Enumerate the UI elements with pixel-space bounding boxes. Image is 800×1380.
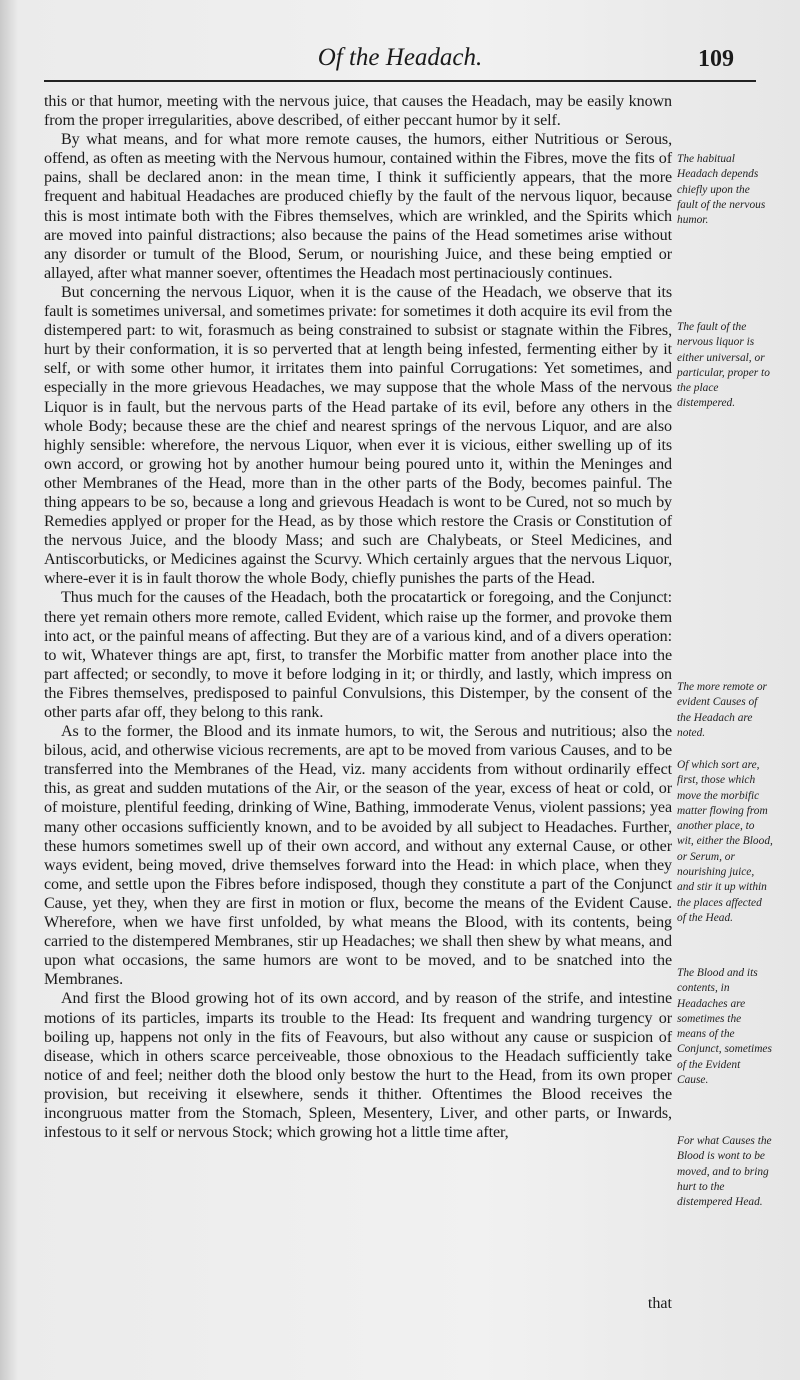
catchword: that [647,1295,672,1312]
paragraph: Thus much for the causes of the Headach, both the procatartick or foregoing, and the Conjunct: there yet remain others more remote, called Evident, which raise up the former, and provoke them into act, or the painful means of affecting. But they are of a various kind, and of a divers operation: to wit, Whatever things are apt, first, to transfer the Morbific matter from another place into the part affected; or secondly, to move it before lodging in it; or thirdly, and lastly, which impress on the Fibres themselves, predisposed to painful Convulsions, this Distemper, by the consent of the other parts afar off, they belong to this rank. [44,589,672,721]
margin-note-habitual-headach: The habitual Headach depends chiefly upon the fault of the nervous humor. [677,153,766,227]
margin-note-blood-contents: The Blood and its contents, in Headaches are sometimes the means of the Conjunct, sometimes of the Evident Cause. [677,967,772,1087]
margin-note-nervous-liquor: The fault of the nervous liquor is either universal, or particular, proper to the place distempered. [677,321,770,410]
paragraph: And first the Blood growing hot of its own accord, and by reason of the strife, and intestine motions of its particles, imparts its trouble to the Head: Its frequent and wandring turgency or boiling up, happens not only in the fits of Feavours, but also without any cause or suspicion of disease, which in others scarce perceiveable, those obnoxious to the Headach sufficiently take notice of and feel; neither doth the blood only bestow the hurt to the Head, from its own proper provision, but receiving it elsewhere, sends it thither. Oftentimes the Blood receives the incongruous matter from the Stomach, Spleen, Mesentery, Liver, and other parts, or Inwards, infestous to it self or nervous Stock; which growing hot a little time after, [44,990,672,1142]
paragraph: As to the former, the Blood and its inmate humors, to wit, the Serous and nutritious; also the bilous, acid, and otherwise vicious recrements, are apt to be moved from various Causes, and to be transferred into the Membranes of the Head, viz. many accidents from without ordinarily effect this, as great and sudden mutations of the Air, or the season of the year, excess of heat or cold, or of moisture, plentiful feeding, drinking of Wine, Bathing, immoderate Venus, violent passions; yea many other occasions sufficiently known, and to be avoided by all subject to Headaches. Further, these humors sometimes swell up of their own accord, and without any external Cause, or other ways evident, being moved, drive themselves forward into the Head: in which place, when they come, and settle upon the Fibres before indisposed, though they constitute a part of the Conjunct Cause, yet they, when they are first in motion or flux, become the means of the Evident Cause. Wherefore, when we have first unfolded, by what means the Blood, with its contents, being carried to the distempered Membranes, stir up Headaches; we shall then shew by what means, and upon what occasions, the same humors are wont to be moved, and to be snatched into the Membranes. [44,723,672,989]
main-text [44,92,672,1142]
paragraph: But concerning the nervous Liquor, when it is the cause of the Headach, we observe that its fault is sometimes universal, and sometimes private: for sometimes it doth acquire its evil from the distempered part: to wit, forasmuch as being constrained to subsist or stagnate within the Fibres, hurt by their conformation, it is so perverted that at length being infested, fermenting either by it self, or with some other humor, it irritates them into painful Corrugations: Yet sometimes, and especially in the more grievous Headaches, we may suppose that the whole Mass of the nervous Liquor is in fault, but the nervous parts of the Head partake of its evil, before any others in the whole Body; because these are the chief and nearest springs of the nervous Liquor, and are also highly sensible: wherefore, the nervous Liquor, when ever it is vicious, either swelling up of its own accord, or growing hot by another humour being poured unto it, within the Meninges and other Membranes of the Head, more than in the other parts of the Body, becomes painful. The thing appears to be so, because a long and grievous Headach is wont to be Cured, not so much by Remedies applyed or proper for the Head, as by those which restore the Crasis or Constitution of the nervous Juice, and the bloody Mass; and such are Chalybeats, or Steel Medicines, and Antiscorbuticks, or Medicines against the Scurvy. Which certainly argues that the nervous Liquor, where-ever it is in fault thorow the whole Body, chiefly punishes the parts of the Head. [44,283,672,588]
paragraph: By what means, and for what more remote causes, the humors, either Nutritious or Serous, offend, as often as meeting with the Nervous humour, contained within the Fibres, move the fits of pains, shall be declared anon: in the mean time, I think it sufficiently appears, that the more frequent and habitual Headaches are produced chiefly by the fault of the nervous liquor, because this is most intimate both with the Fibres themselves, which are wrinkled, and the Spirits which are moved into painful distractions; also because the pains of the Head sometimes arise without any disorder or tumult of the Blood, Serum, or nourishing Juice, and these being emptied or allayed, after what manner soever, oftentimes the Headach most pertinaciously continues. [44,131,672,282]
page-number: 109 [698,46,734,72]
margin-note-blood-moved: For what Causes the Blood is wont to be moved, and to bring hurt to the distempered Head. [677,1135,772,1209]
margin-note-remote-causes: The more remote or evident Causes of the Headach are noted. [677,681,767,739]
margin-note-morbific-matter: Of which sort are, first, those which move the morbific matter flowing from another place, to wit, either the Blood, or Serum, or nourishing juice, and stir it up within the places affected of the Head. [677,759,773,924]
paragraph-continued: this or that humor, meeting with the nervous juice, that causes the Headach, may be easily known from the proper irregularities, above described, of either peccant humor by it self. [44,93,672,130]
running-header [44,28,756,82]
running-title: Of the Headach. [317,44,483,71]
